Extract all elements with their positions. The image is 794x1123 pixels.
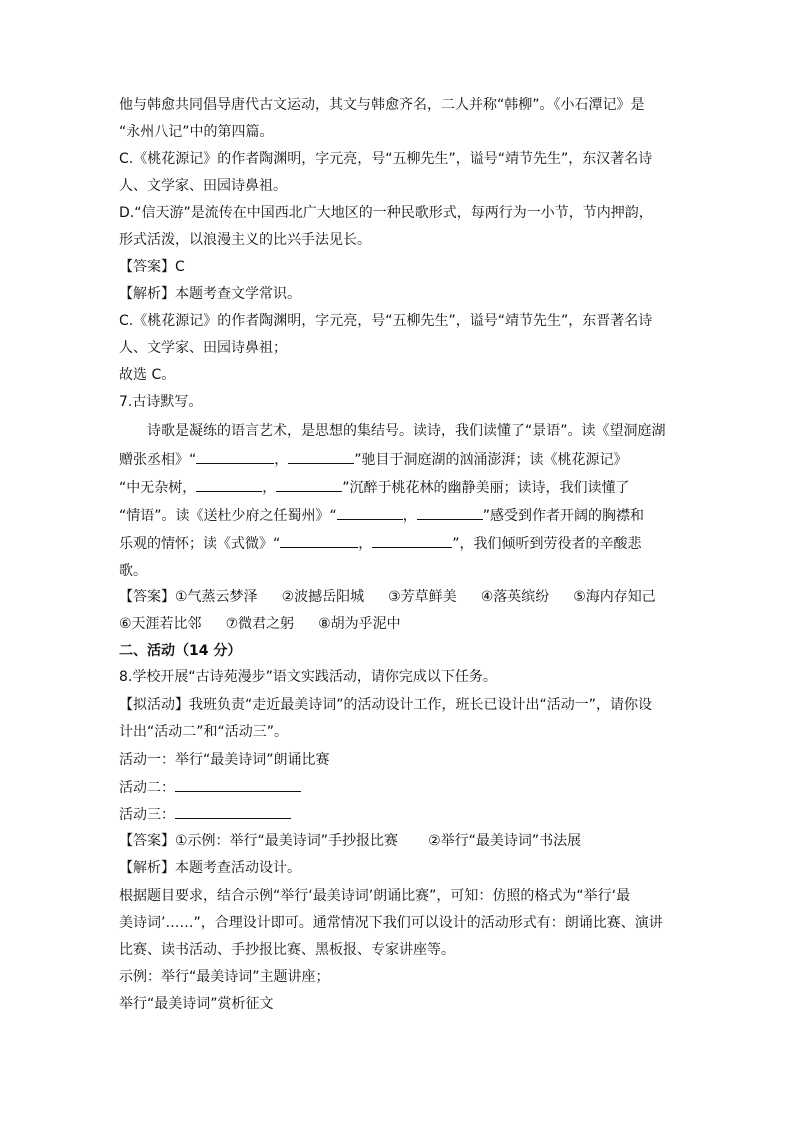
- poem-text: ”，我们倾听到劳役者的辛酸悲: [452, 536, 642, 552]
- poem-text: ，: [262, 480, 277, 496]
- text-line: 计出“活动二”和“活动三”。: [119, 724, 289, 740]
- text-line: 人、文学家、田园诗鼻祖；: [119, 340, 287, 356]
- option-c: C.《桃花源记》的作者陶渊明，字元亮，号“五柳先生”，谥号“靖节先生”，东汉著名诗: [119, 151, 653, 167]
- activity-3-blank[interactable]: [175, 804, 291, 819]
- poem-line: 歌。: [119, 563, 147, 579]
- poem-line: [119, 477, 630, 498]
- fill-blank-3[interactable]: [196, 477, 262, 492]
- answer-item: 【答案】①示例：举行“最美诗词”手抄报比赛: [119, 833, 399, 849]
- text-line: 示例：举行“最美诗词”主题讲座；: [119, 969, 330, 985]
- text-line: 人、文学家、田园诗鼻祖。: [119, 178, 287, 194]
- poem-text: “情语”。读《送杜少府之任蜀州》“: [119, 508, 337, 524]
- poem-line: 诗歌是凝练的语言艺术，是思想的集结号。读诗，我们读懂了“景语”。读《望洞庭湖: [147, 423, 666, 439]
- poem-text: ”感受到作者开阔的胸襟和: [482, 508, 645, 524]
- poem-text: ，: [402, 508, 417, 524]
- option-d: D.“信天游”是流传在中国西北广大地区的一种民歌形式，每两行为一小节，节内押韵，: [119, 205, 653, 221]
- fill-blank-4[interactable]: [276, 477, 342, 492]
- activity-1: 活动一：举行“最美诗词”朗诵比赛: [119, 752, 330, 768]
- text-line: 故选 C。: [119, 367, 176, 383]
- poem-text: “中无杂树，: [119, 480, 197, 496]
- text-line: 形式活泼，以浪漫主义的比兴手法见长。: [119, 232, 371, 248]
- text-line: 他与韩愈共同倡导唐代古文运动，其文与韩愈齐名，二人并称“韩柳”。《小石潭记》是: [119, 97, 645, 113]
- poem-text: ，: [274, 452, 289, 468]
- text-line: C.《桃花源记》的作者陶渊明，字元亮，号“五柳先生”，谥号“靖节先生”，东晋著名诗: [119, 313, 653, 329]
- answer-item: ③芳草鲜美: [388, 589, 457, 605]
- answer-item: ④落英缤纷: [480, 589, 550, 605]
- question-7-title: 7.古诗默写。: [119, 394, 203, 410]
- poem-text: ，: [358, 536, 373, 552]
- answer-line: 【答案】C: [119, 259, 185, 275]
- poem-line: [119, 533, 642, 554]
- answer-item: ⑥天涯若比邻: [119, 616, 202, 632]
- answer-7: [119, 587, 656, 607]
- text-line: 【拟活动】我班负责“走近最美诗词”的活动设计工作，班长已设计出“活动一”，请你设: [119, 697, 653, 713]
- activity-3: [119, 804, 291, 825]
- answer-item: ⑤海内存知己: [573, 589, 656, 605]
- text-line: 比赛、读书活动、手抄报比赛、黑板报、专家讲座等。: [119, 942, 455, 958]
- poem-text: ”沉醉于桃花林的幽静美丽；读诗，我们读懂了: [342, 480, 630, 496]
- answer-8: [119, 831, 581, 851]
- fill-blank-7[interactable]: [280, 533, 358, 548]
- poem-line: [119, 449, 628, 470]
- text-line: 举行“最美诗词”赏析征文: [119, 996, 274, 1012]
- text-line: “永州八记”中的第四篇。: [119, 124, 274, 140]
- fill-blank-5[interactable]: [337, 505, 403, 520]
- section-heading: 二、活动（14 分）: [119, 643, 242, 659]
- poem-text: ”驰目于洞庭湖的汹涌澎湃；读《桃花源记》: [354, 452, 628, 468]
- activity-label: 活动三：: [119, 807, 175, 823]
- analysis-line: 【解析】本题考查文学常识。: [119, 286, 301, 302]
- answer-item: ⑦微君之躬: [225, 616, 295, 632]
- answer-item: ⑧胡为乎泥中: [318, 616, 401, 632]
- answer-item: ②波撼岳阳城: [281, 589, 365, 605]
- fill-blank-1[interactable]: [196, 449, 274, 464]
- answer-7-cont: [119, 614, 401, 634]
- poem-line: [119, 505, 644, 526]
- fill-blank-8[interactable]: [372, 533, 452, 548]
- poem-text: 赠张丞相》“: [119, 452, 197, 468]
- fill-blank-6[interactable]: [417, 505, 483, 520]
- analysis-line: 【解析】本题考查活动设计。: [119, 860, 301, 876]
- poem-text: 乐观的情怀；读《式微》“: [119, 536, 281, 552]
- fill-blank-2[interactable]: [288, 449, 354, 464]
- answer-item: 【答案】①气蒸云梦泽: [119, 589, 258, 605]
- activity-2-blank[interactable]: [175, 777, 301, 792]
- activity-2: [119, 777, 301, 798]
- text-line: 美诗词’……”，合理设计即可。通常情况下我们可以设计的活动形式有：朗诵比赛、演讲: [119, 915, 663, 931]
- activity-label: 活动二：: [119, 780, 175, 796]
- text-line: 根据题目要求，结合示例“举行‘最美诗词’朗诵比赛”，可知：仿照的格式为“举行‘最: [119, 888, 631, 904]
- question-8-title: 8.学校开展“古诗苑漫步”语文实践活动，请你完成以下任务。: [119, 669, 497, 685]
- answer-item: ②举行“最美诗词”书法展: [428, 833, 582, 849]
